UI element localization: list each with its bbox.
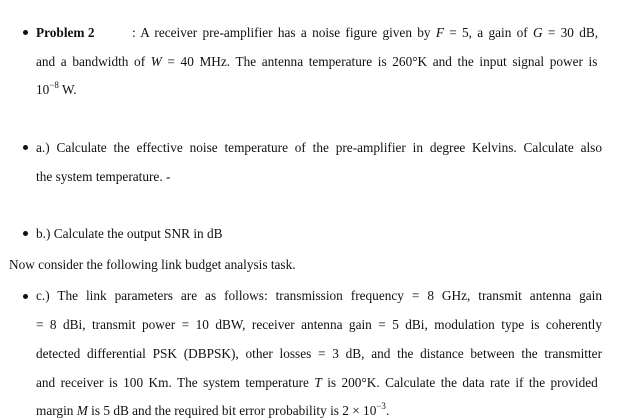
bullet-part-a xyxy=(23,145,28,150)
problem-label: Problem 2 xyxy=(36,25,95,40)
link-intro: Now consider the following link budget analysis task. xyxy=(9,257,296,272)
problem-line-2-rest: = 40 MHz. The antenna temperature is 260°K and the input signal power is xyxy=(161,54,598,69)
part-c-line-5-prefix: margin xyxy=(36,403,77,418)
var-F: F xyxy=(435,25,444,40)
part-c-line-3: detected differential PSK (DBPSK), other losses = 3 dB, and the distance between the transmitter xyxy=(36,346,602,361)
part-a-line-1: a.) Calculate the effective noise temperature of the pre-amplifier in degree Kelvins. Calculate also xyxy=(36,140,602,155)
problem-power-exp: −8 xyxy=(49,80,59,90)
var-M: M xyxy=(76,403,88,418)
part-c-line-5-mid: is 5 dB and the required bit error probability is 2 × 10 xyxy=(87,403,377,418)
part-c-line-2: = 8 dBi, transmit power = 10 dBW, receiver antenna gain = 5 dBi, modulation type is coherently xyxy=(36,317,602,332)
bullet-problem xyxy=(23,30,28,35)
problem-power-unit: W. xyxy=(58,82,77,97)
part-c-line-4 xyxy=(36,374,598,392)
part-c-line-1: c.) The link parameters are as follows: transmission frequency = 8 GHz, transmit antenna gain xyxy=(36,288,602,303)
problem-line-2-prefix: and a bandwidth of xyxy=(36,54,151,69)
bullet-part-b xyxy=(23,231,28,236)
problem-G-eq: = 30 dB, xyxy=(542,25,599,40)
problem-line-3 xyxy=(36,81,77,99)
part-a-line-2: the system temperature. - xyxy=(36,169,171,184)
part-c-line-5 xyxy=(36,402,389,420)
part-c-exp: −3 xyxy=(376,401,386,411)
var-W: W xyxy=(150,54,162,69)
problem-power-base: 10 xyxy=(36,82,50,97)
part-c-line-5-end: . xyxy=(385,403,390,418)
part-c-line-4-rest: is 200°K. Calculate the data rate if the provided xyxy=(321,375,598,390)
problem-line-2 xyxy=(36,53,597,71)
bullet-part-c xyxy=(23,294,28,299)
problem-F-eq: = 5, a gain of xyxy=(443,25,533,40)
var-G: G xyxy=(532,25,543,40)
part-b-line-1: b.) Calculate the output SNR in dB xyxy=(36,226,223,241)
problem-line-1 xyxy=(132,24,598,42)
problem-line-1-prefix: : A receiver pre-amplifier has a noise figure given by xyxy=(132,25,436,40)
part-c-line-4-prefix: and receiver is 100 Km. The system temperature xyxy=(36,375,315,390)
var-T: T xyxy=(314,375,322,390)
